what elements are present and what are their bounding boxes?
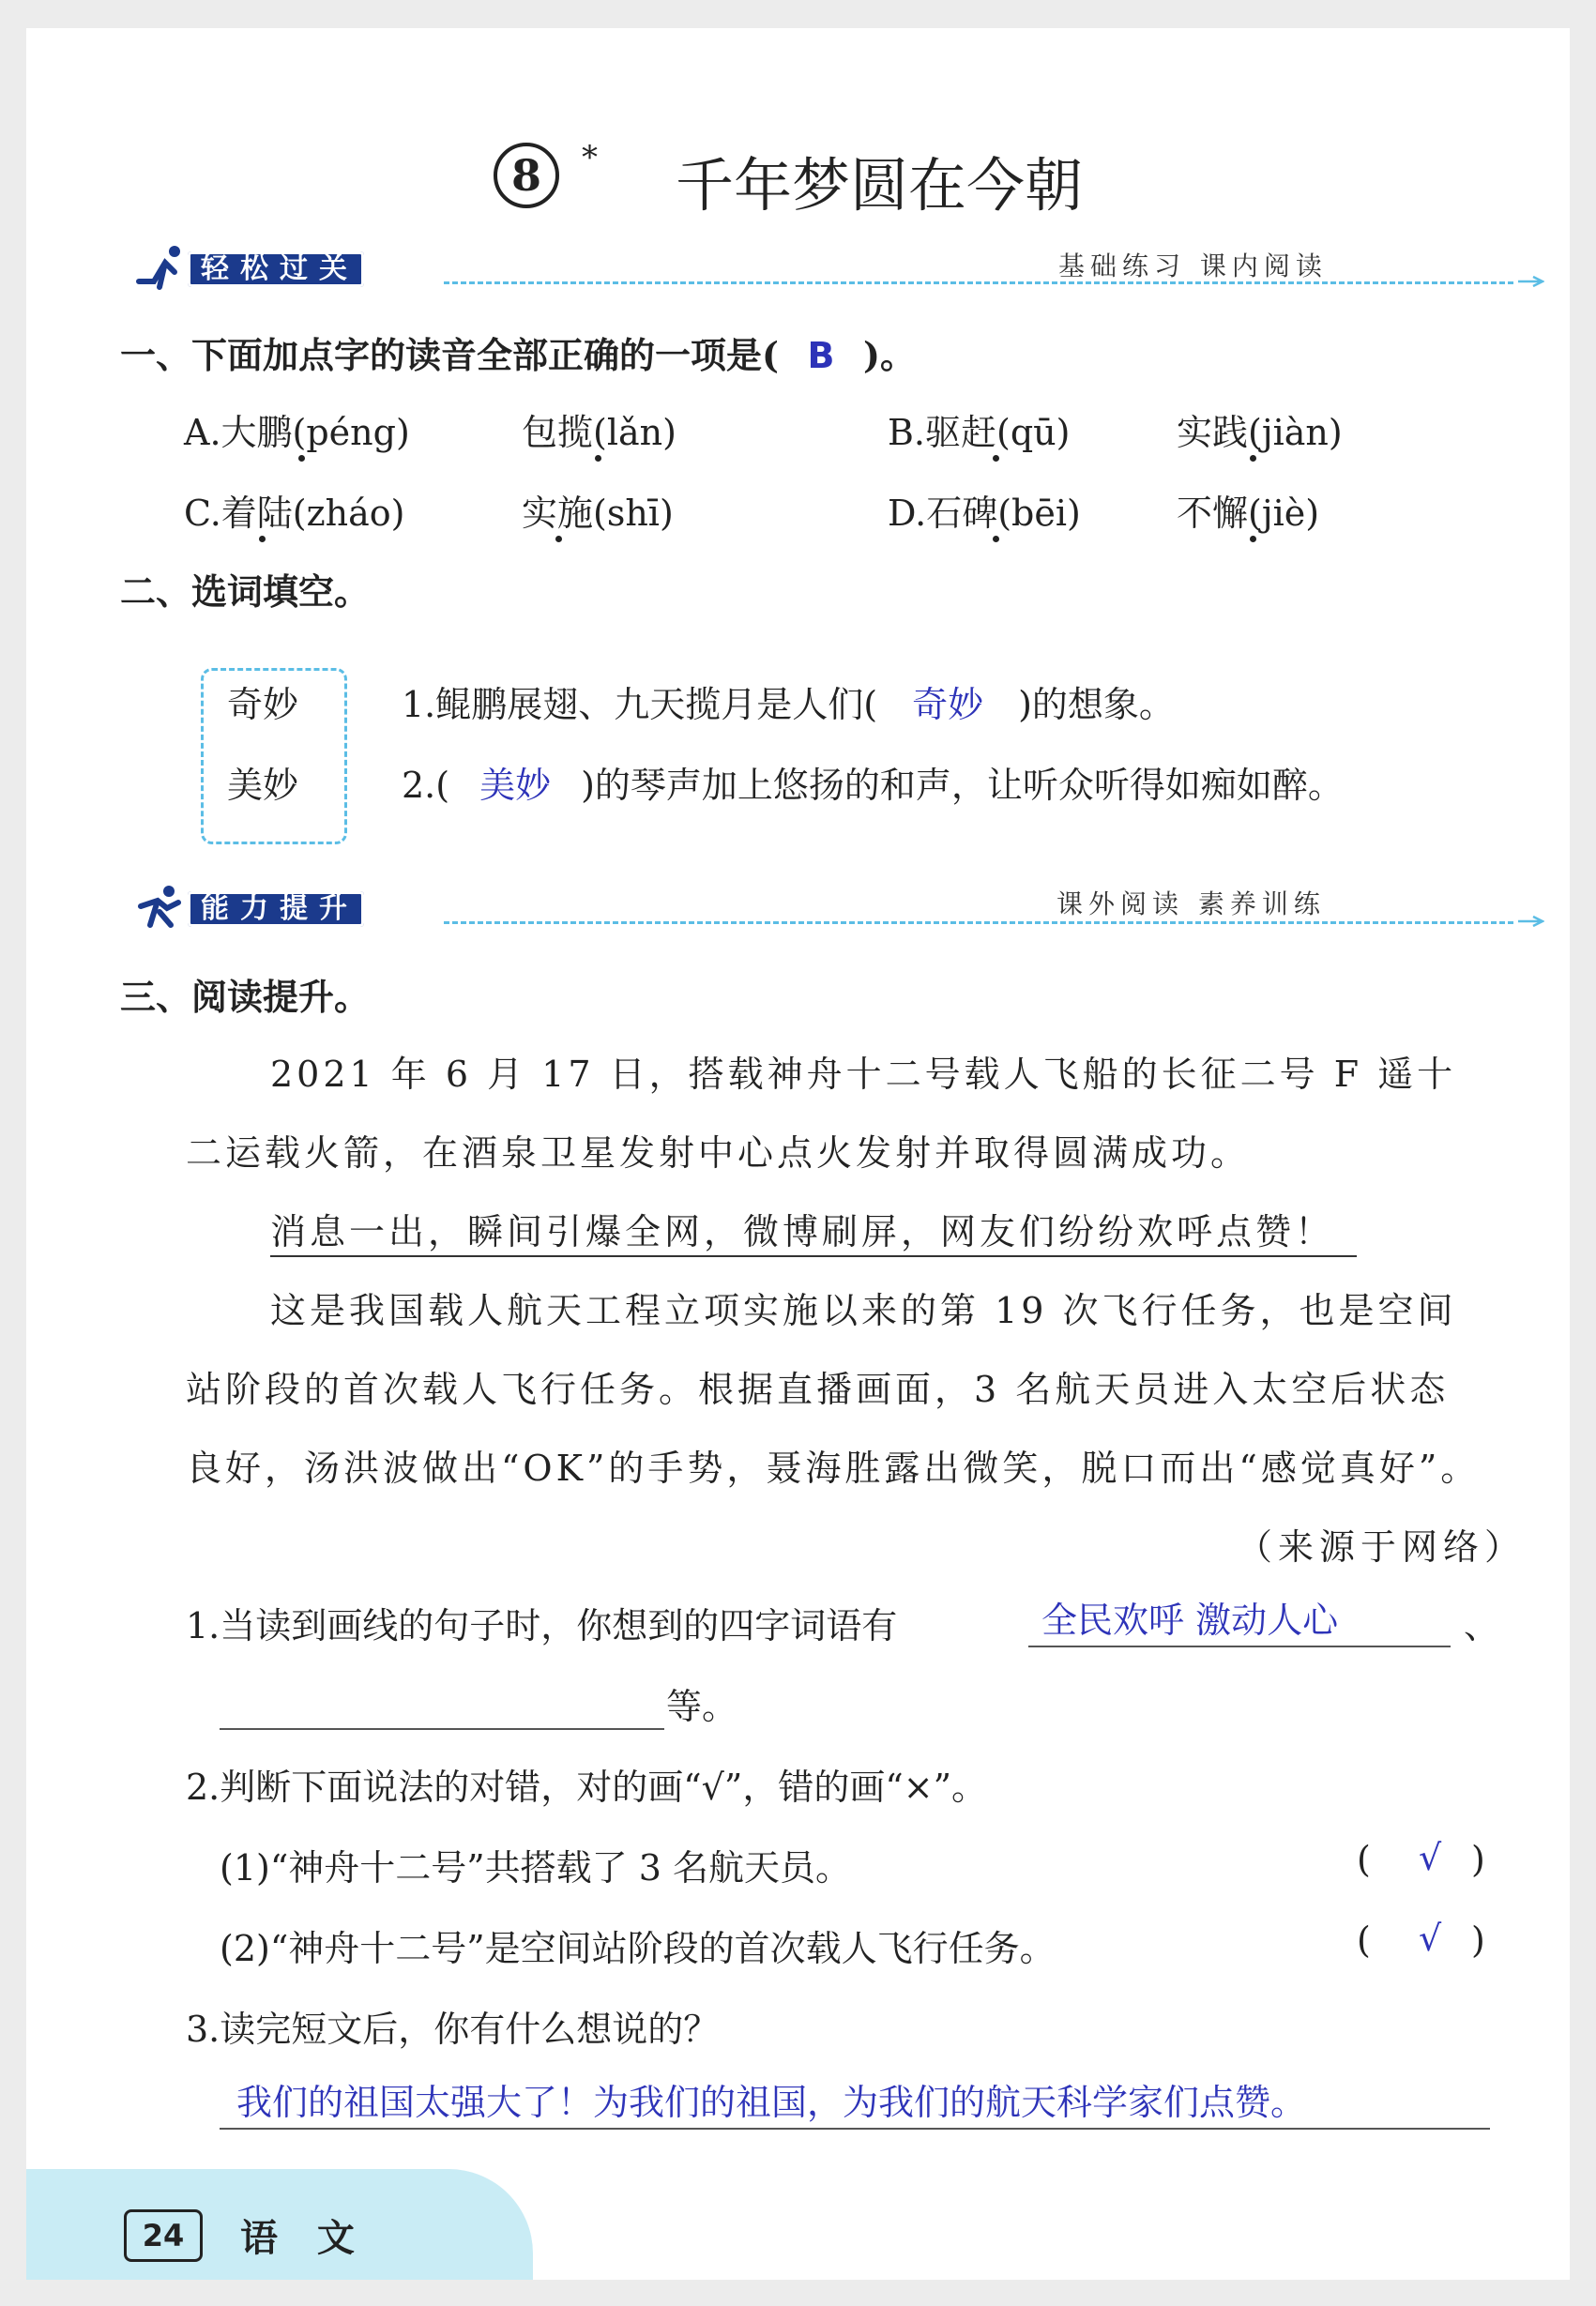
sq2-prompt: 2.判断下面说法的对错，对的画“√”，错的画“×”。 bbox=[186, 1767, 988, 1808]
subject-label: 语 文 bbox=[240, 2216, 368, 2260]
emphasis-dot bbox=[1250, 455, 1256, 462]
sq3-blank bbox=[220, 2128, 1490, 2130]
runner-icon bbox=[131, 884, 188, 931]
section2-subtitle: 课外阅读 素养训练 bbox=[1056, 888, 1326, 919]
option-a-1: A.大鹏(péng) bbox=[184, 412, 410, 453]
q2-answer-1: 奇妙 bbox=[912, 684, 984, 725]
banner-ability-up: 能力提升 bbox=[188, 891, 364, 927]
q3-heading: 三、阅读提升。 bbox=[120, 976, 371, 1018]
emphasis-dot bbox=[259, 536, 266, 542]
passage-p3-line3: 良好，汤洪波做出“OK”的手势，聂海胜露出微笑，脱口而出“感觉真好”。 bbox=[186, 1448, 1481, 1489]
sq2-item-2-open: ( bbox=[1357, 1919, 1371, 1961]
sq2-item-2-close: ) bbox=[1471, 1919, 1485, 1961]
option-c-2: 实施(shī) bbox=[522, 493, 674, 534]
workbook-page bbox=[26, 28, 1570, 2280]
sq1-blank-2 bbox=[220, 1728, 664, 1730]
sq1-answer: 全民欢呼 激动人心 bbox=[1041, 1600, 1339, 1641]
option-a-2: 包揽(lǎn) bbox=[522, 412, 676, 453]
sq2-item-1-answer: √ bbox=[1419, 1837, 1442, 1878]
word-bank-2: 美妙 bbox=[227, 765, 299, 806]
option-d-1: D.石碑(bēi) bbox=[888, 493, 1081, 534]
banner-easy-pass: 轻松过关 bbox=[188, 251, 364, 287]
section1-subtitle: 基础练习 课内阅读 bbox=[1058, 250, 1328, 281]
section2-divider bbox=[444, 921, 1513, 924]
q2-answer-2: 美妙 bbox=[479, 765, 552, 806]
runner-icon bbox=[131, 244, 188, 291]
q1-prompt: 一、下面加点字的读音全部正确的一项是( B )。 bbox=[120, 334, 916, 376]
sq2-item-2: (2)“神舟十二号”是空间站阶段的首次载人飞行任务。 bbox=[220, 1928, 1056, 1969]
passage-p3-line2: 站阶段的首次载人飞行任务。根据直播画面，3 名航天员进入太空后状态 bbox=[186, 1369, 1450, 1410]
sentence-underline bbox=[270, 1255, 1357, 1257]
emphasis-dot bbox=[993, 455, 999, 462]
passage-p2-underlined: 消息一出，瞬间引爆全网，微博刷屏，网友们纷纷欢呼点赞！ bbox=[270, 1211, 1335, 1252]
q2-sentence-1: 1.鲲鹏展翅、九天揽月是人们( 奇妙 )的想象。 bbox=[402, 675, 1175, 727]
sq3-answer: 我们的祖国太强大了！为我们的祖国，为我们的航天科学家们点赞。 bbox=[236, 2082, 1307, 2123]
option-b-2: 实践(jiàn) bbox=[1177, 412, 1343, 453]
emphasis-dot bbox=[1250, 536, 1256, 542]
passage-p3-line1: 这是我国载人航天工程立项实施以来的第 19 次飞行任务，也是空间 bbox=[270, 1290, 1457, 1331]
passage-p1-line2: 二运载火箭，在酒泉卫星发射中心点火发射并取得圆满成功。 bbox=[186, 1132, 1251, 1174]
divider-end-icon bbox=[1516, 916, 1544, 927]
passage-source: （来源于网络） bbox=[1237, 1526, 1527, 1568]
sq2-item-2-answer: √ bbox=[1419, 1918, 1442, 1959]
page-number: 24 bbox=[124, 2209, 203, 2262]
sq3-prompt: 3.读完短文后，你有什么想说的？ bbox=[186, 2009, 720, 2050]
sq1-after: 等。 bbox=[666, 1686, 738, 1727]
q1-answer: B bbox=[807, 335, 835, 376]
emphasis-dot bbox=[555, 536, 562, 542]
sq1-prompt: 1.当读到画线的句子时，你想到的四字词语有 bbox=[186, 1605, 898, 1646]
option-d-2: 不懈(jiè) bbox=[1177, 493, 1320, 534]
word-bank-1: 奇妙 bbox=[227, 684, 299, 725]
divider-end-icon bbox=[1516, 276, 1544, 287]
lesson-star: * bbox=[582, 139, 598, 176]
emphasis-dot bbox=[595, 455, 601, 462]
q2-sentence-2: 2.( 美妙 )的琴声加上悠扬的和声，让听众听得如痴如醉。 bbox=[402, 756, 1344, 808]
lesson-title: 千年梦圆在今朝 bbox=[676, 151, 1084, 220]
sq2-item-1-close: ) bbox=[1471, 1839, 1485, 1880]
sq1-blank-1 bbox=[1028, 1646, 1451, 1647]
sq2-item-1-open: ( bbox=[1357, 1839, 1371, 1880]
q2-heading: 二、选词填空。 bbox=[120, 570, 371, 613]
option-b-1: B.驱赶(qū) bbox=[888, 412, 1071, 453]
emphasis-dot bbox=[993, 536, 999, 542]
sq1-comma: 、 bbox=[1464, 1605, 1500, 1646]
passage-p1-line1: 2021 年 6 月 17 日，搭载神舟十二号载人飞船的长征二号 F 遥十 bbox=[270, 1054, 1457, 1095]
section1-divider bbox=[444, 281, 1513, 284]
option-c-1: C.着陆(zháo) bbox=[184, 493, 405, 534]
sq2-item-1: (1)“神舟十二号”共搭载了 3 名航天员。 bbox=[220, 1847, 852, 1889]
lesson-number: 8 bbox=[494, 143, 559, 208]
emphasis-dot bbox=[298, 455, 305, 462]
